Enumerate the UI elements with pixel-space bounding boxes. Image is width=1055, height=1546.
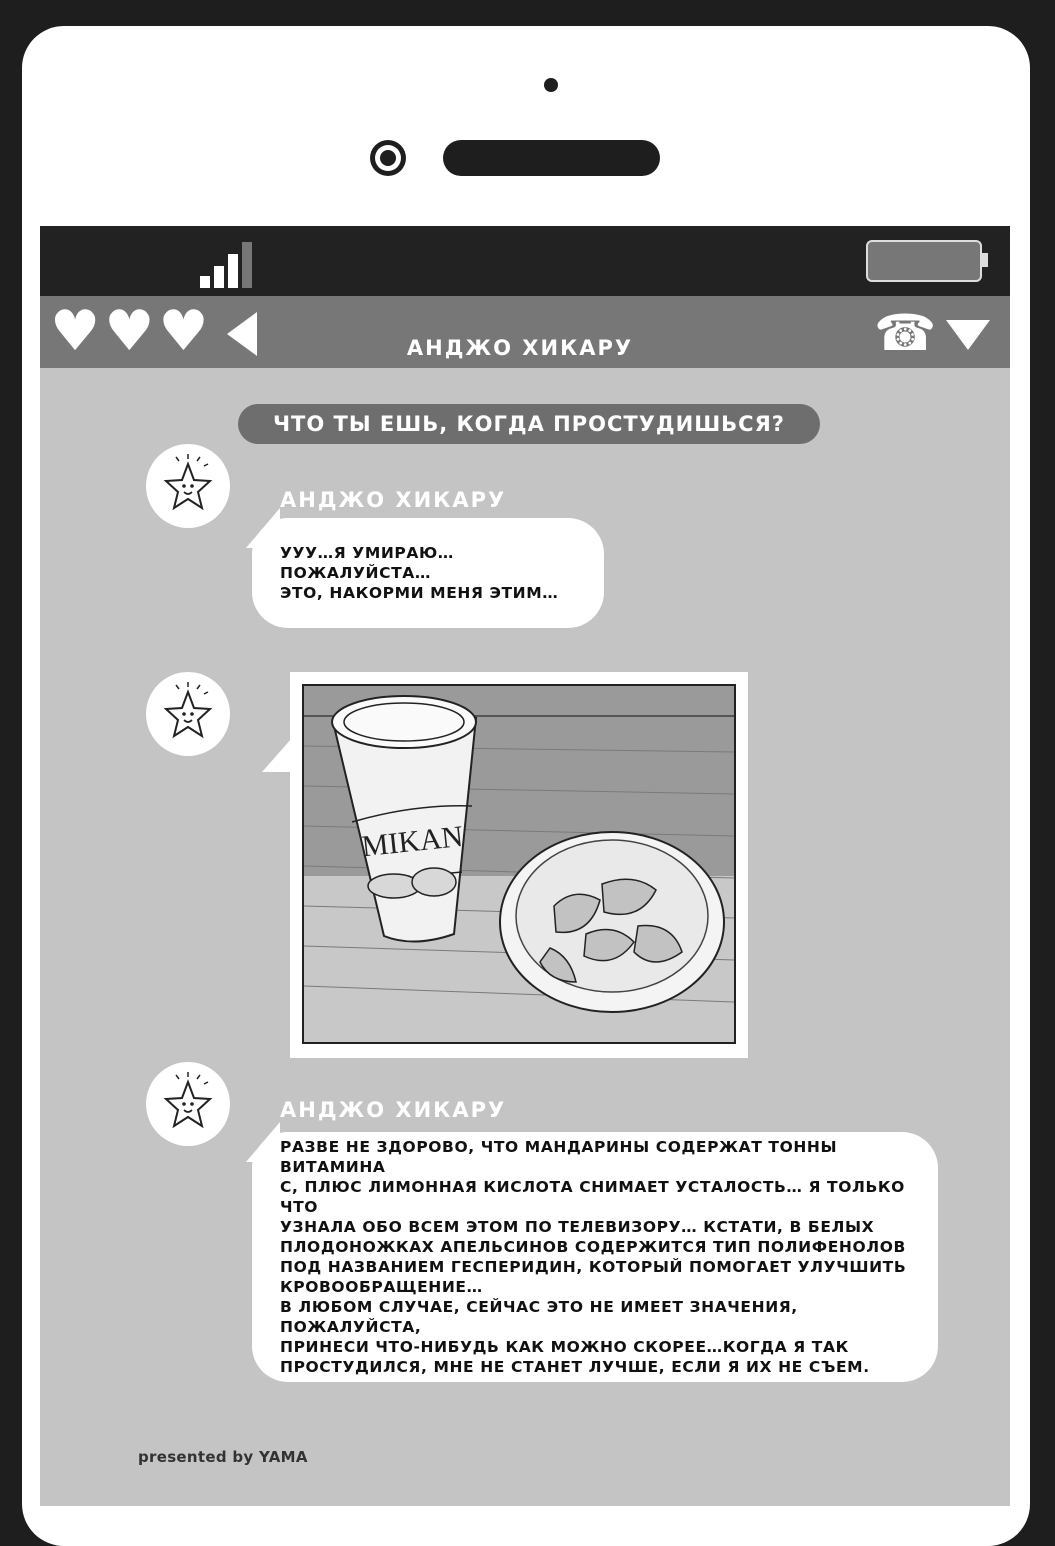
avatar[interactable] bbox=[146, 444, 230, 528]
star-face-icon bbox=[152, 1068, 224, 1140]
sensor-dot bbox=[544, 78, 558, 92]
heart-icon: ♥♥♥ bbox=[50, 299, 213, 364]
battery-icon bbox=[866, 240, 986, 282]
chat-header bbox=[40, 296, 1010, 368]
contact-name: АНДЖО ХИКАРУ bbox=[406, 336, 634, 360]
star-face-icon bbox=[152, 678, 224, 750]
message-bubble[interactable]: УУУ…Я УМИРАЮ… ПОЖАЛУЙСТА… ЭТО, НАКОРМИ МЕНЯ ЭТИМ… bbox=[252, 518, 604, 628]
image-message[interactable] bbox=[290, 672, 748, 1058]
chat-topic-banner: ЧТО ТЫ ЕШЬ, КОГДА ПРОСТУДИШЬСЯ? bbox=[238, 404, 820, 444]
bubble-tail bbox=[262, 738, 292, 772]
sender-name: АНДЖО ХИКАРУ bbox=[280, 1098, 507, 1122]
front-camera bbox=[370, 140, 406, 176]
phone-icon[interactable]: ☎ bbox=[874, 304, 937, 362]
signal-icon bbox=[200, 240, 260, 288]
star-face-icon bbox=[152, 450, 224, 522]
can-label: MIKAN bbox=[360, 819, 465, 864]
status-bar bbox=[40, 226, 1010, 296]
dropdown-arrow-icon[interactable] bbox=[946, 320, 990, 350]
avatar[interactable] bbox=[146, 672, 230, 756]
phone-screen bbox=[40, 226, 1010, 1506]
mikan-photo bbox=[302, 684, 736, 1044]
earpiece-speaker bbox=[443, 140, 660, 176]
avatar[interactable] bbox=[146, 1062, 230, 1146]
mikan-can-and-bowl-illustration bbox=[304, 686, 734, 1042]
sender-name: АНДЖО ХИКАРУ bbox=[280, 488, 507, 512]
message-bubble[interactable]: РАЗВЕ НЕ ЗДОРОВО, ЧТО МАНДАРИНЫ СОДЕРЖАТ ТОННЫ ВИТАМИНА С, ПЛЮС ЛИМОННАЯ КИСЛОТА СНИМАЕТ УСТАЛОСТЬ… Я ТОЛЬКО ЧТО УЗНАЛА ОБО ВСЕМ ЭТОМ ПО ТЕЛЕВИЗОРУ… КСТАТИ, В БЕЛЫХ ПЛОДОНОЖКАХ АПЕЛЬСИНОВ СОДЕРЖИТСЯ ТИП ПОЛИФЕНОЛОВ ПОД НАЗВАНИЕМ ГЕСПЕРИДИН, КОТОРЫЙ ПОМОГАЕТ УЛУЧШИТЬ КРОВООБРАЩЕНИЕ… В ЛЮБОМ СЛУЧАЕ, СЕЙЧАС ЭТО НЕ ИМЕЕТ ЗНАЧЕНИЯ, ПОЖАЛУЙСТА, ПРИНЕСИ ЧТО-НИБУДЬ КАК МОЖНО СКОРЕЕ…КОГДА Я ТАК ПРОСТУДИЛСЯ, МНЕ НЕ СТАНЕТ ЛУЧШЕ, ЕСЛИ Я ИХ НЕ СЪЕМ. bbox=[252, 1132, 938, 1382]
credit-text: presented by YAMA bbox=[138, 1448, 308, 1466]
